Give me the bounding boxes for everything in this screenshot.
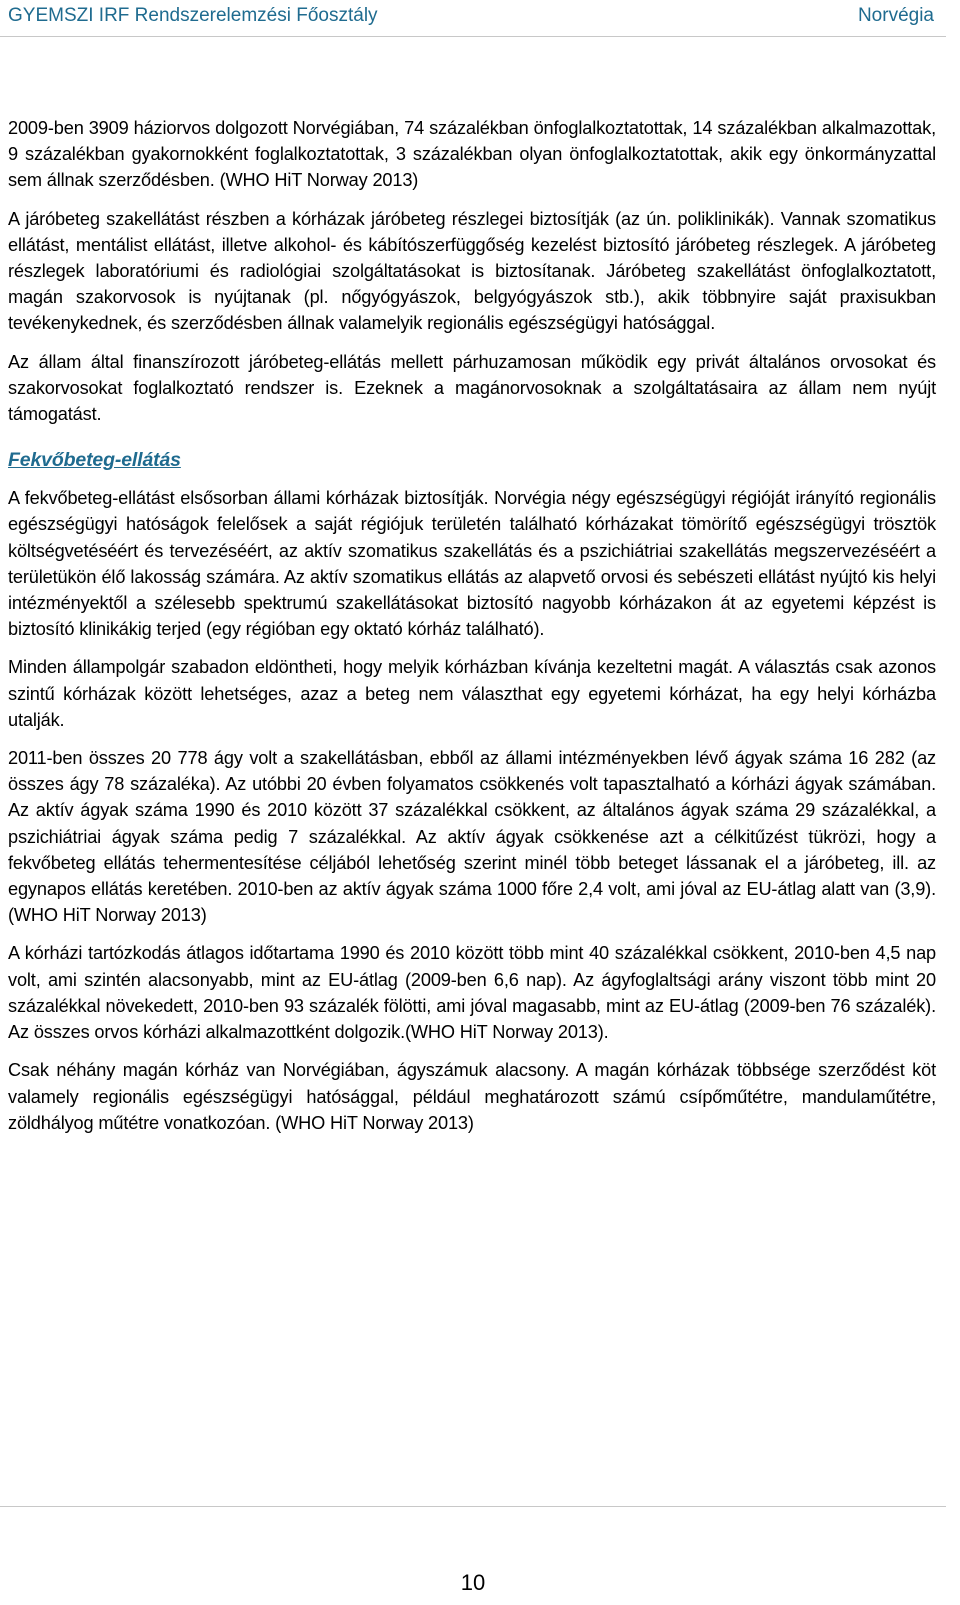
page-header	[0, 0, 946, 37]
paragraph-bed-numbers: 2011-ben összes 20 778 ágy volt a szakellátásban, ebből az állami intézményekben lévő ágyak száma 16 282 (az összes ágy 78 százaléka). Az utóbbi 20 évben folyamatos csökkenés volt tapasztalható a kórházi ágyak számában. Az aktív ágyak száma 1990 és 2010 között 37 százalékkal csökkent, az általános ágyak száma 29 százalékkal, a pszichiátriai ágyak száma pedig 7 százalékkal. Az aktív ágyak csökkenése azt a célkitűzést tükrözi, hogy a fekvőbeteg ellátás tehermentesítése céljából lehetőség szerint minél több beteget lássanak el a járóbeteg, ill. az egynapos ellátás keretében. 2010-ben az aktív ágyak száma 1000 főre 2,4 volt, ami jóval az EU-átlag alatt van (3,9). (WHO HiT Norway 2013)	[8, 748, 936, 926]
paragraph-inpatient-care: A fekvőbeteg-ellátást elsősorban állami kórházak biztosítják. Norvégia négy egészségügyi régióját irányító regionális egészségügyi hatóságok felelősek a saját régiójuk területén található kórházakat tömörítő egészségügyi trösztök költségvetéséért és tervezéséért, az aktív szomatikus szakellátás és a pszichiátriai szakellátás megszervezéséért a területükön élő lakosság számára. Az aktív szomatikus ellátás az alapvető orvosi és sebészeti ellátást nyújtó kis helyi intézményektől a szélesebb spektrumú szakellátásokat biztosító nagyobb kórházakon át az egyetemi képzést is biztosító klinikákig terjed (egy régióban egy oktató kórház található).	[8, 488, 936, 640]
paragraph-gp-statistics: 2009-ben 3909 háziorvos dolgozott Norvégiában, 74 százalékban önfoglalkoztatottak, 14 százalékban alkalmazottak, 9 százalékban gyakornokként foglalkoztatottak, 3 százalékban olyan önfoglalkoztatottak, akik egy önkormányzattal sem állnak szerződésben. (WHO HiT Norway 2013)	[8, 118, 936, 191]
paragraph-length-of-stay: A kórházi tartózkodás átlagos időtartama 1990 és 2010 között több mint 40 százalékkal csökkent, 2010-ben 4,5 nap volt, ami szintén alacsonyabb, mint az EU-átlag (2009-ben 6,6 nap). Az ágyfoglaltsági arány viszont több mint 20 százalékkal növekedett, 2010-ben 93 százalék fölötti, ami jóval magasabb, mint az EU-átlag (2009-ben 76 százalék). Az összes orvos kórházi alkalmazottként dolgozik.(WHO HiT Norway 2013).	[8, 943, 936, 1043]
paragraph-outpatient-care: A járóbeteg szakellátást részben a kórházak járóbeteg részlegei biztosítják (az ún. poliklinikák). Vannak szomatikus ellátást, mentálist ellátást, illetve alkohol- és kábítószerfüggőség kezelést biztosító járóbeteg részlegek. A járóbeteg részlegek laboratóriumi és radiológiai szolgáltatásokat is biztosítanak. Járóbeteg szakellátást önfoglalkoztatott, magán szakorvosok is nyújtanak (pl. nőgyógyászok, belgyógyászok stb.), akik többnyire saját praxisukban tevékenykednek, és szerződésben állnak valamelyik regionális egészségügyi hatósággal.	[8, 208, 936, 334]
document-body	[8, 115, 936, 1148]
footer-divider	[0, 1506, 946, 1507]
section-heading: Fekvőbeteg-ellátás	[8, 449, 181, 472]
header-organization: GYEMSZI IRF Rendszerelemzési Főosztály	[8, 5, 378, 26]
paragraph-hospital-choice: Minden állampolgár szabadon eldöntheti, hogy melyik kórházban kívánja kezeltetni magát. A választás csak azonos szintű kórházak között lehetséges, azaz a beteg nem választhat egy egyetemi kórházat, ha egy helyi kórházba utalják.	[8, 657, 936, 730]
paragraph-private-system: Az állam által finanszírozott járóbeteg-ellátás mellett párhuzamosan működik egy privát általános orvosokat és szakorvosokat foglalkoztató rendszer is. Ezeknek a magánorvosoknak a szolgáltatásaira az állam nem nyújt támogatást.	[8, 351, 936, 425]
header-country: Norvégia	[857, 5, 934, 26]
page-number: 10	[460, 1570, 486, 1595]
paragraph-private-hospitals: Csak néhány magán kórház van Norvégiában, ágyszámuk alacsony. A magán kórházak többsége szerződést köt valamely regionális egészségügyi hatósággal, például meghatározott számú csípőműtétre, mandulaműtétre, zöldhályog műtétre vonatkozóan. (WHO HiT Norway 2013)	[8, 1060, 936, 1133]
